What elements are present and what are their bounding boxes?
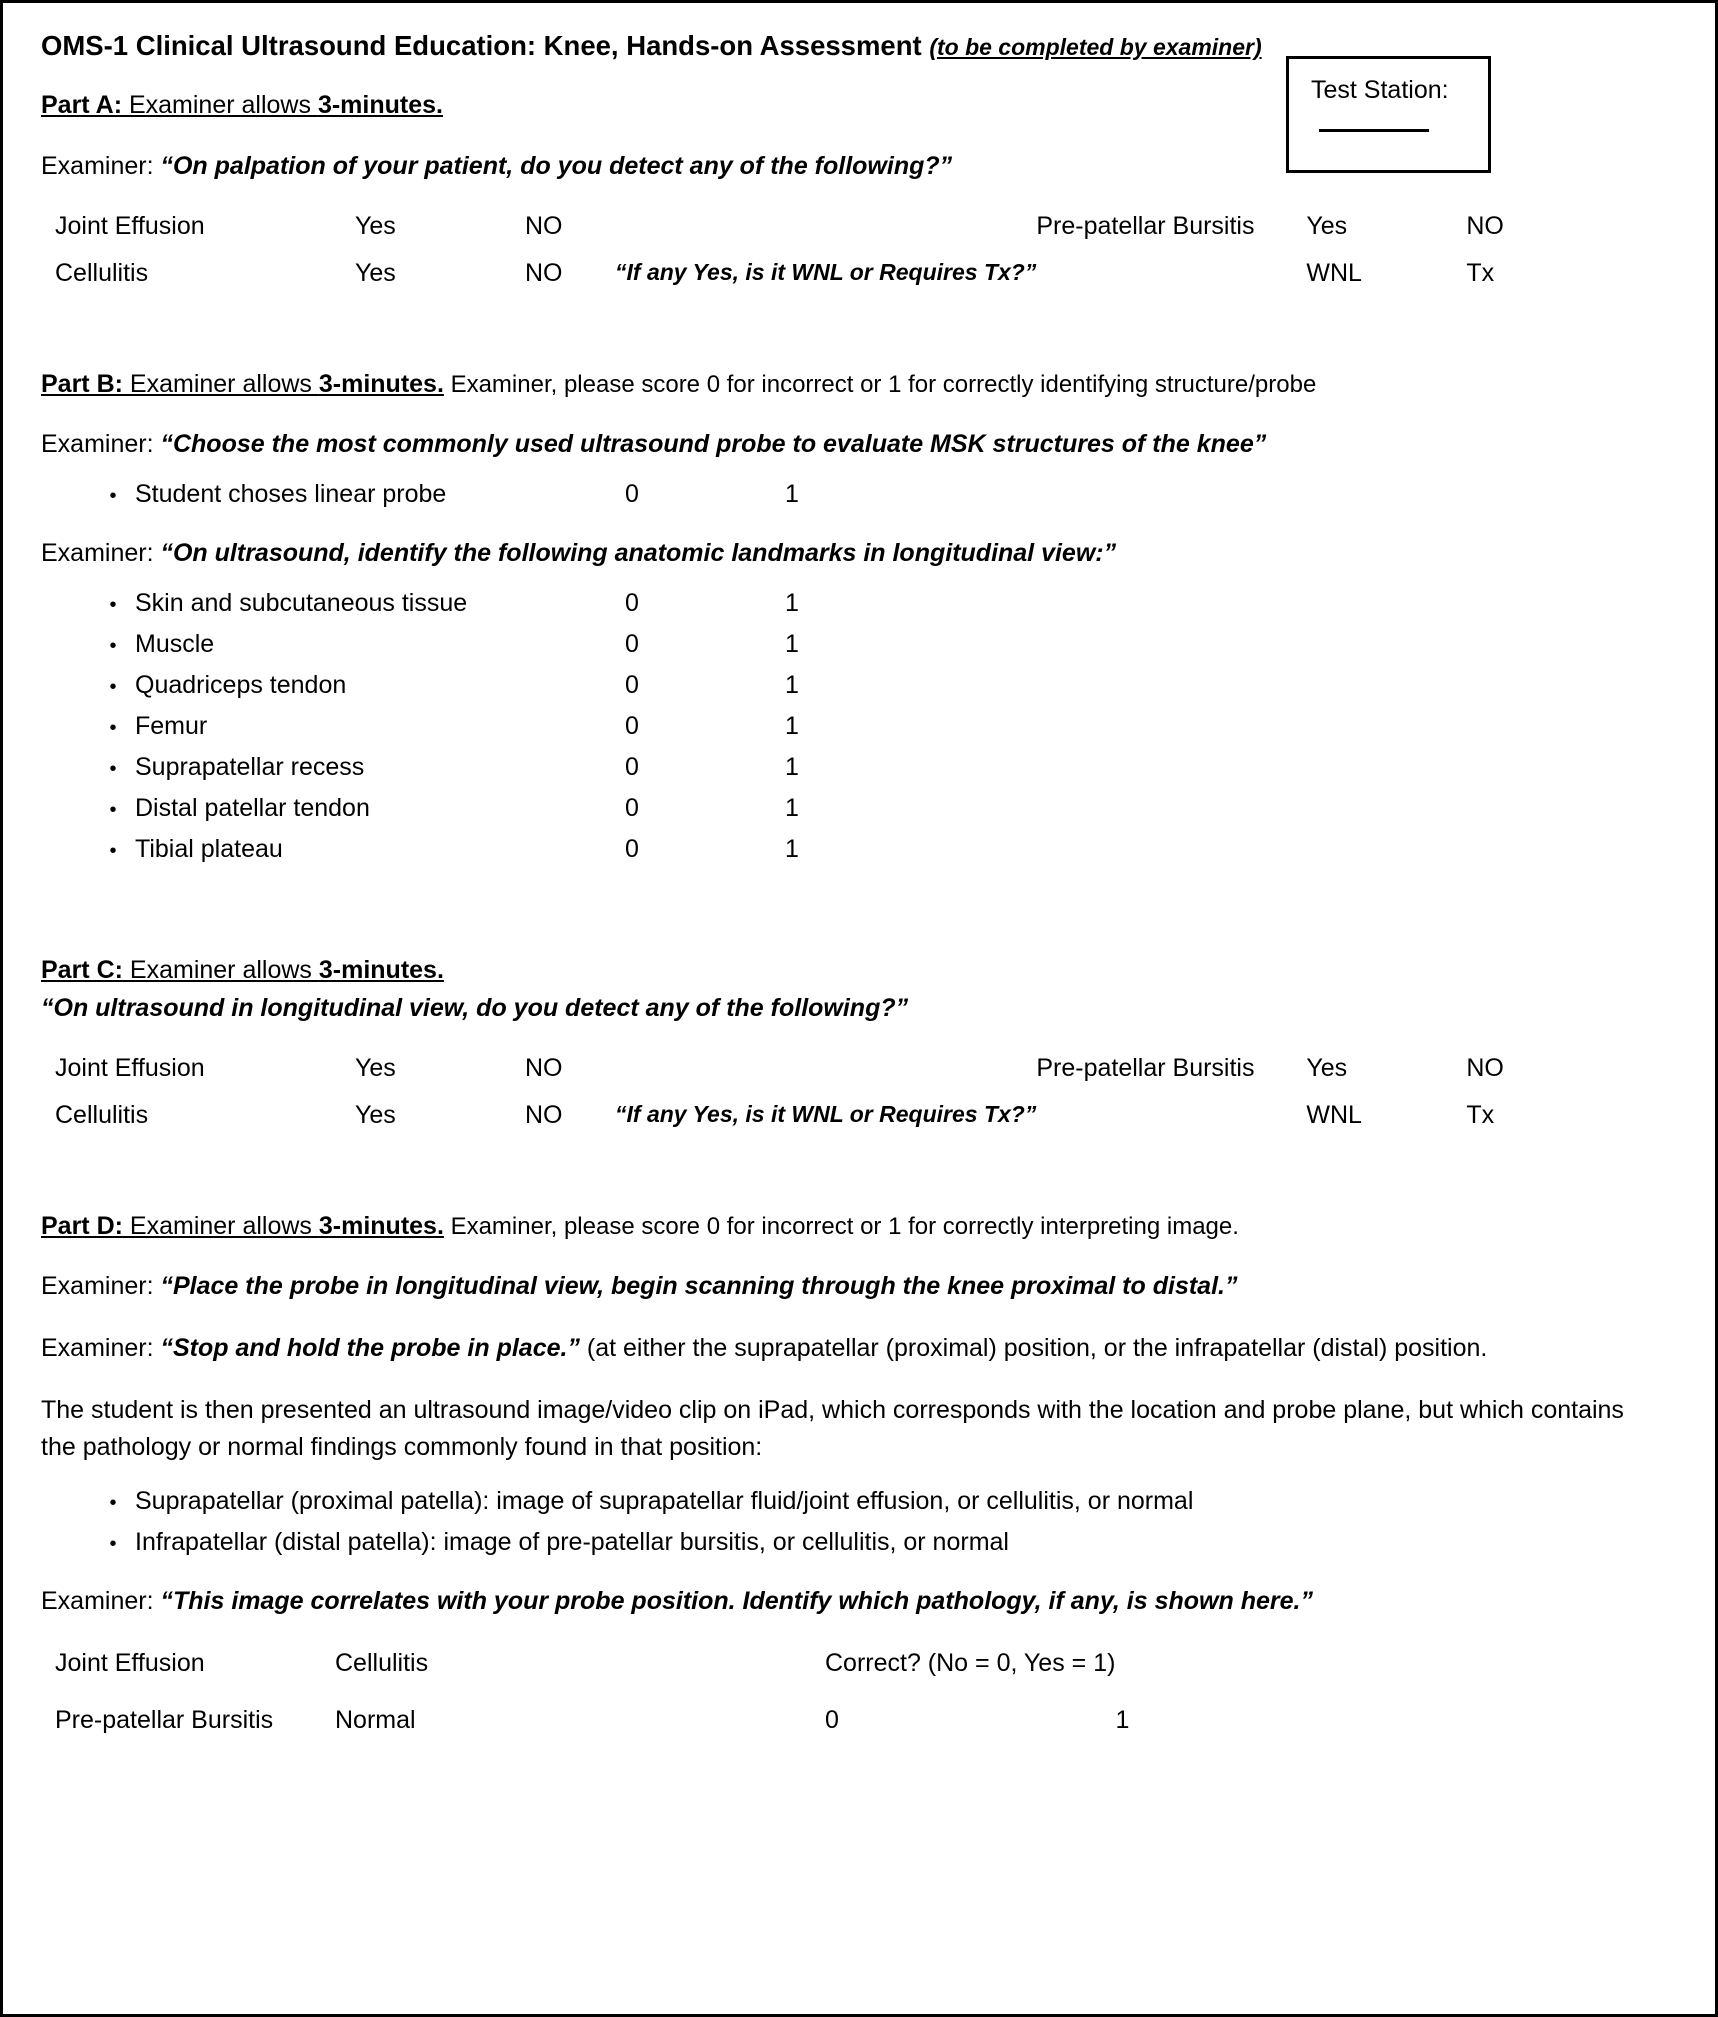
part-c-row0-yes[interactable]: Yes xyxy=(355,1053,396,1082)
bullet-icon: • xyxy=(109,675,117,698)
part-b-label: Part B: xyxy=(41,369,123,398)
table-row xyxy=(41,1056,1556,1103)
part-b-duration: 3-minutes. xyxy=(318,369,444,398)
landmark-score-1[interactable]: 1 xyxy=(785,834,799,863)
bullet-icon: • xyxy=(109,716,117,739)
landmark-score-0[interactable]: 0 xyxy=(625,670,639,699)
part-d-row1-score-1[interactable]: 1 xyxy=(1115,1705,1130,1734)
part-d-place-prompt xyxy=(41,1270,1685,1304)
part-b-probe-list xyxy=(41,480,1685,509)
part-d-row0-col4 xyxy=(1115,1649,1315,1706)
part-b-probe-question: “Choose the most commonly used ultrasound probe to evaluate MSK structures of the knee” xyxy=(160,430,1267,459)
examiner-prefix: Examiner: xyxy=(41,538,161,567)
bullet-icon: • xyxy=(109,798,117,821)
part-c-duration: 3-minutes. xyxy=(318,955,444,984)
list-item xyxy=(41,1528,1685,1557)
part-a-row1-label: Cellulitis xyxy=(55,258,149,287)
page-title-main: OMS-1 Clinical Ultrasound Education: Knee, Hands-on Assessment xyxy=(41,30,922,61)
part-c-row0-yes2[interactable]: Yes xyxy=(1306,1053,1348,1082)
part-b-probe-prompt xyxy=(41,428,1685,462)
bullet-icon: • xyxy=(109,593,117,616)
part-c-row0-no2[interactable]: NO xyxy=(1466,1053,1504,1082)
part-d-description: The student is then presented an ultrasound image/video clip on iPad, which corresponds with the location and probe plane, but which contains the pathology or normal findings commonly found in that position: xyxy=(41,1395,1624,1462)
landmark-score-0[interactable]: 0 xyxy=(625,711,639,740)
part-a-row0-label2: Pre-patellar Bursitis xyxy=(1036,211,1255,240)
position-item-label: Infrapatellar (distal patella): image of pre-patellar bursitis, or cellulitis, or normal xyxy=(135,1527,1009,1556)
landmark-score-1[interactable]: 1 xyxy=(785,752,799,781)
list-item xyxy=(41,589,1685,618)
part-c-row1-yes[interactable]: Yes xyxy=(355,1100,396,1129)
part-a-row1-tx[interactable]: Tx xyxy=(1466,258,1495,287)
part-d-correlate-question: “This image correlates with your probe position. Identify which pathology, if any, is shown here.” xyxy=(160,1586,1313,1615)
part-d-duration: 3-minutes. xyxy=(318,1211,444,1240)
part-b-heading-text: Examiner allows xyxy=(122,369,319,398)
part-a-row0-no2[interactable]: NO xyxy=(1466,211,1504,240)
probe-item-label: Student choses linear probe xyxy=(135,479,447,508)
part-c-heading-text: Examiner allows xyxy=(122,955,319,984)
part-d-row0-col1[interactable]: Joint Effusion xyxy=(55,1648,205,1677)
probe-item-score-1[interactable]: 1 xyxy=(785,479,799,508)
part-a-label: Part A: xyxy=(41,91,123,120)
part-c-row1-no[interactable]: NO xyxy=(525,1100,563,1129)
test-station-box[interactable] xyxy=(1286,56,1491,173)
list-item xyxy=(41,671,1685,700)
part-c-row1-tx[interactable]: Tx xyxy=(1466,1100,1495,1129)
part-d-stop-detail: (at either the suprapatellar (proximal) position, or the infrapatellar (distal) position. xyxy=(579,1334,1488,1363)
part-b-heading xyxy=(41,368,1685,401)
part-d-label: Part D: xyxy=(41,1211,123,1240)
part-d-stop-prompt xyxy=(41,1332,1685,1366)
part-d-heading xyxy=(41,1210,1685,1243)
part-a-row1-yes[interactable]: Yes xyxy=(355,258,396,287)
part-c-row0-no[interactable]: NO xyxy=(525,1053,563,1082)
landmark-score-1[interactable]: 1 xyxy=(785,793,799,822)
part-a-row1-label2 xyxy=(1036,261,1306,308)
landmark-score-1[interactable]: 1 xyxy=(785,670,799,699)
part-a-question: “On palpation of your patient, do you detect any of the following?” xyxy=(160,151,953,180)
part-b-scoring-note: Examiner, please score 0 for incorrect or 1 for correctly identifying structure/probe xyxy=(443,370,1317,398)
examiner-prefix: Examiner: xyxy=(41,1586,161,1615)
bullet-icon: • xyxy=(109,484,117,507)
landmark-score-0[interactable]: 0 xyxy=(625,752,639,781)
part-c-row1-label2 xyxy=(1036,1103,1306,1150)
landmark-label: Skin and subcutaneous tissue xyxy=(135,588,468,617)
part-c-heading xyxy=(41,954,1685,987)
part-d-row1-col1[interactable]: Pre-patellar Bursitis xyxy=(55,1705,274,1734)
landmark-label: Tibial plateau xyxy=(135,834,283,863)
part-c-row1-label: Cellulitis xyxy=(55,1100,149,1129)
examiner-prefix: Examiner: xyxy=(41,430,161,459)
landmark-score-0[interactable]: 0 xyxy=(625,629,639,658)
part-d-place-instruction: “Place the probe in longitudinal view, begin scanning through the knee proximal to distal.” xyxy=(160,1272,1238,1301)
position-item-label: Suprapatellar (proximal patella): image of suprapatellar fluid/joint effusion, or cellulitis, or normal xyxy=(135,1486,1194,1515)
table-row xyxy=(41,214,1556,261)
table-row xyxy=(41,1649,1315,1706)
list-item xyxy=(41,753,1685,782)
examiner-prefix: Examiner: xyxy=(41,1272,161,1301)
part-a-heading-text: Examiner allows xyxy=(122,91,318,120)
part-c-row0-label: Joint Effusion xyxy=(55,1053,205,1082)
table-row xyxy=(41,261,1556,308)
landmark-score-1[interactable]: 1 xyxy=(785,629,799,658)
part-c-label: Part C: xyxy=(41,955,123,984)
part-a-row0-middle xyxy=(615,214,1036,261)
test-station-blank-line[interactable] xyxy=(1319,129,1429,132)
part-a-row0-label: Joint Effusion xyxy=(55,211,205,240)
bullet-icon: • xyxy=(109,757,117,780)
part-d-stop-instruction: “Stop and hold the probe in place.” xyxy=(160,1334,580,1363)
examiner-prefix: Examiner: xyxy=(41,151,161,180)
part-a-row1-wnl[interactable]: WNL xyxy=(1306,258,1362,287)
part-c-row1-middle: “If any Yes, is it WNL or Requires Tx?” xyxy=(615,1100,1037,1127)
page-title-note: (to be completed by examiner) xyxy=(929,34,1262,60)
list-item xyxy=(41,794,1685,823)
part-d-row0-col2[interactable]: Cellulitis xyxy=(335,1648,429,1677)
part-a-row0-yes2[interactable]: Yes xyxy=(1306,211,1348,240)
part-a-duration: 3-minutes. xyxy=(317,91,443,120)
part-d-correct-header: Correct? (No = 0, Yes = 1) xyxy=(825,1648,1116,1677)
test-station-label: Test Station: xyxy=(1311,76,1449,104)
part-c-row0-label2: Pre-patellar Bursitis xyxy=(1036,1053,1255,1082)
part-c-row1-wnl[interactable]: WNL xyxy=(1306,1100,1362,1129)
landmark-label: Muscle xyxy=(135,629,215,658)
probe-item-score-0[interactable]: 0 xyxy=(625,479,639,508)
part-c-question: “On ultrasound in longitudinal view, do you detect any of the following?” xyxy=(41,994,909,1023)
landmark-score-1[interactable]: 1 xyxy=(785,711,799,740)
part-d-row1-score-0[interactable]: 0 xyxy=(825,1705,839,1734)
landmark-score-0[interactable]: 0 xyxy=(625,588,639,617)
part-a-row0-no[interactable]: NO xyxy=(525,211,563,240)
part-b-landmark-list xyxy=(41,589,1685,864)
part-d-position-list xyxy=(41,1487,1685,1557)
list-item xyxy=(41,480,1685,509)
part-c-options-table xyxy=(41,1053,1556,1150)
part-b-landmark-question: “On ultrasound, identify the following anatomic landmarks in longitudinal view:” xyxy=(160,538,1117,567)
page-content xyxy=(3,3,1715,2014)
list-item xyxy=(41,1487,1685,1516)
bullet-icon: • xyxy=(109,634,117,657)
landmark-label: Suprapatellar recess xyxy=(135,752,365,781)
landmark-score-0[interactable]: 0 xyxy=(625,834,639,863)
part-d-scoring-note: Examiner, please score 0 for incorrect or 1 for correctly interpreting image. xyxy=(443,1212,1239,1240)
part-a-row1-no[interactable]: NO xyxy=(525,258,563,287)
table-row xyxy=(41,1103,1556,1150)
table-row xyxy=(41,1706,1315,1763)
landmark-score-1[interactable]: 1 xyxy=(785,588,799,617)
bullet-icon: • xyxy=(109,1491,117,1514)
examiner-prefix: Examiner: xyxy=(41,1334,161,1363)
landmark-label: Distal patellar tendon xyxy=(135,793,370,822)
list-item xyxy=(41,835,1685,864)
landmark-label: Quadriceps tendon xyxy=(135,670,347,699)
part-b-landmark-prompt xyxy=(41,537,1685,571)
bullet-icon: • xyxy=(109,839,117,862)
part-a-options-table xyxy=(41,211,1556,308)
landmark-score-0[interactable]: 0 xyxy=(625,793,639,822)
part-d-correlate-prompt xyxy=(41,1585,1685,1619)
part-d-answer-table xyxy=(41,1649,1315,1763)
list-item xyxy=(41,712,1685,741)
part-d-row1-col2[interactable]: Normal xyxy=(335,1705,416,1734)
list-item xyxy=(41,630,1685,659)
part-a-row1-middle: “If any Yes, is it WNL or Requires Tx?” xyxy=(615,258,1037,285)
bullet-icon: • xyxy=(109,1532,117,1555)
part-a-row0-yes[interactable]: Yes xyxy=(355,211,396,240)
part-d-heading-text: Examiner allows xyxy=(122,1211,319,1240)
landmark-label: Femur xyxy=(135,711,208,740)
part-c-row0-middle xyxy=(615,1056,1036,1103)
